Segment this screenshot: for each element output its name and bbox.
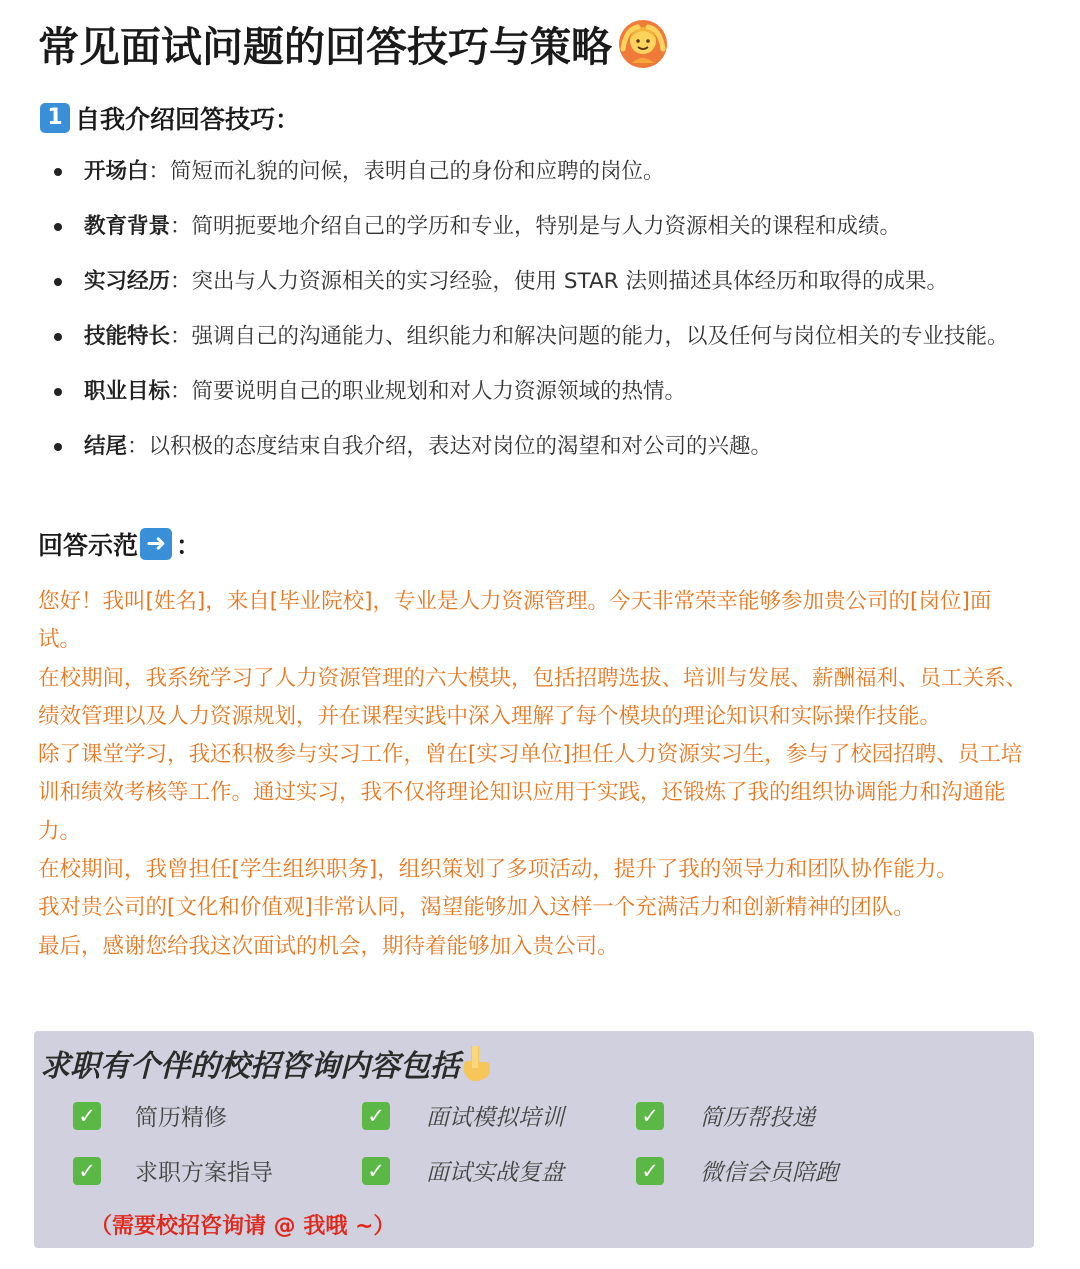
promo-item-label: 简历精修 [135, 1105, 227, 1131]
tip-term: 职业目标 [84, 379, 171, 404]
tip-text: ：突出与人力资源相关的实习经验，使用 STAR 法则描述具体经历和取得的成果。 [170, 269, 948, 294]
section-heading-text: 自我介绍回答技巧： [75, 105, 301, 134]
list-item [38, 207, 1028, 246]
arrow-right-icon: ➜ [140, 528, 172, 560]
list-item [38, 152, 1028, 191]
promo-item [362, 1099, 564, 1132]
promo-item-label: 面试模拟培训 [426, 1105, 564, 1131]
promo-item [73, 1154, 273, 1187]
pointing-down-icon [460, 1044, 492, 1082]
promo-item-label: 微信会员陪跑 [700, 1160, 838, 1186]
answer-paragraph: 在校期间，我曾担任[学生组织职务]，组织策划了多项活动，提升了我的领导力和团队协作能力。 [38, 857, 958, 883]
example-answer [38, 583, 1028, 966]
person-gesturing-ok-icon [618, 19, 668, 69]
tip-term: 开场白 [84, 159, 149, 184]
check-icon: ✓ [636, 1102, 664, 1130]
tip-text: ：简短而礼貌的问候，表明自己的身份和应聘的岗位。 [148, 159, 665, 184]
promo-title [40, 1041, 492, 1085]
tip-text: ：简明扼要地介绍自己的学历和专业，特别是与人力资源相关的课程和成绩。 [170, 214, 902, 239]
promo-item [73, 1099, 227, 1132]
promo-item-label: 求职方案指导 [135, 1160, 273, 1186]
promo-item-label: 面试实战复盘 [426, 1160, 564, 1186]
check-icon: ✓ [73, 1102, 101, 1130]
tip-text: ：简要说明自己的职业规划和对人力资源领域的热情。 [170, 379, 687, 404]
contact-note: （需要校招咨询请 @ 我哦 ~） [90, 1214, 396, 1239]
check-icon: ✓ [362, 1157, 390, 1185]
example-heading [38, 526, 201, 562]
list-item [38, 427, 1028, 466]
check-icon: ✓ [362, 1102, 390, 1130]
tips-list [38, 152, 1028, 482]
tip-text: ：以积极的态度结束自我介绍，表达对岗位的渴望和对公司的兴趣。 [127, 434, 773, 459]
example-heading-text: 回答示范 [38, 531, 139, 560]
answer-paragraph: 您好！我叫[姓名]，来自[毕业院校]，专业是人力资源管理。今天非常荣幸能够参加贵公司的[岗位]面试。 [38, 589, 992, 653]
promo-box [34, 1031, 1034, 1248]
promo-title-text: 求职有个伴的校招咨询内容包括 [40, 1049, 460, 1084]
list-item [38, 317, 1028, 356]
answer-paragraph: 最后，感谢您给我这次面试的机会，期待着能够加入贵公司。 [38, 933, 619, 959]
list-item [38, 372, 1028, 411]
tip-term: 技能特长 [84, 324, 171, 349]
example-heading-colon: ： [176, 531, 202, 560]
tip-text: ：强调自己的沟通能力、组织能力和解决问题的能力，以及任何与岗位相关的专业技能。 [170, 324, 1009, 349]
promo-item [636, 1099, 815, 1132]
answer-paragraph: 在校期间，我系统学习了人力资源管理的六大模块，包括招聘选拔、培训与发展、薪酬福利、员工关系、绩效管理以及人力资源规划，并在课程实践中深入理解了每个模块的理论知识和实际操作技能。 [38, 665, 1028, 729]
tip-term: 教育背景 [84, 214, 171, 239]
list-item [38, 262, 1028, 301]
check-icon: ✓ [73, 1157, 101, 1185]
check-icon: ✓ [636, 1157, 664, 1185]
promo-item [362, 1154, 564, 1187]
answer-paragraph: 我对贵公司的[文化和价值观]非常认同，渴望能够加入这样一个充满活力和创新精神的团队。 [38, 895, 915, 921]
tip-term: 结尾 [84, 434, 128, 459]
promo-item [636, 1154, 838, 1187]
keycap-one-icon: 1 [40, 103, 70, 133]
page-title-text: 常见面试问题的回答技巧与策略 [38, 23, 612, 71]
page-title [38, 14, 668, 73]
section-heading [40, 100, 300, 136]
tip-term: 实习经历 [84, 269, 171, 294]
answer-paragraph: 除了课堂学习，我还积极参与实习工作，曾在[实习单位]担任人力资源实习生，参与了校园招聘、员工培训和绩效考核等工作。通过实习，我不仅将理论知识应用于实践，还锻炼了我的组织协调能力和沟通能力。 [38, 742, 1023, 844]
promo-item-label: 简历帮投递 [700, 1105, 815, 1131]
